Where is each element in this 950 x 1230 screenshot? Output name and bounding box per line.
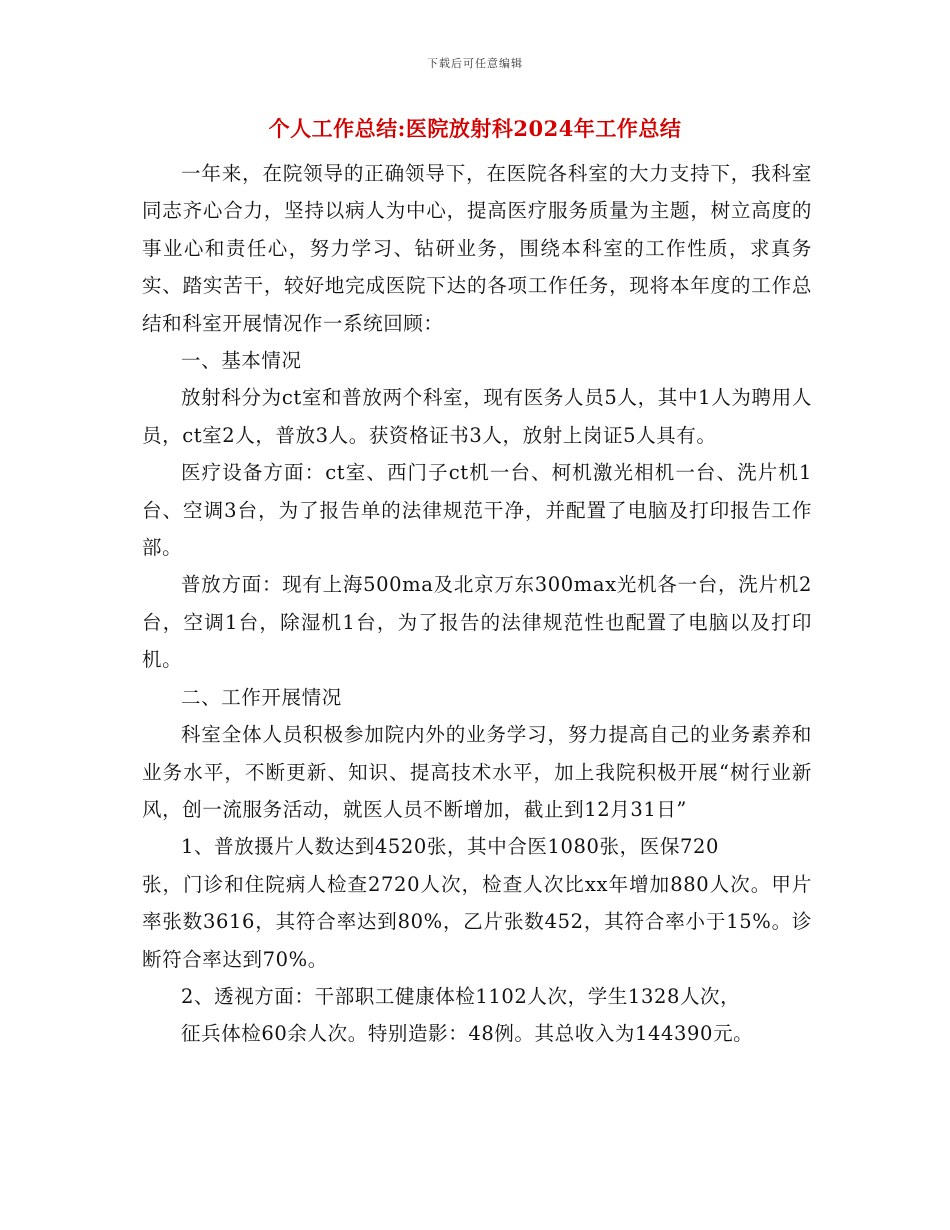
paragraph-equipment-xray: 普放方面：现有上海500ma及北京万东300max光机各一台，洗片机2台，空调1台，除湿机1台，为了报告的法律规范性也配置了电脑以及打印机。: [142, 573, 812, 672]
paragraph-intro: 一年来，在院领导的正确领导下，在医院各科室的大力支持下，我科室同志齐心合力，坚持以病人为中心，提高医疗服务质量为主题，树立高度的事业心和责任心，努力学习、钻研业务，围绕本科室的工作性质，求真务实、踏实苦干，较好地完成医院下达的各项工作任务，现将本年度的工作总结和科室开展情况作一系统回顾：: [142, 162, 812, 335]
paragraph-stats-2-body: 征兵体检60余人次。特别造影：48例。其总收入为144390元。: [181, 1022, 754, 1046]
section-heading-work: 二、工作开展情况: [181, 685, 342, 709]
paragraph-equipment-ct: 医疗设备方面：ct室、西门子ct机一台、柯机激光相机一台、洗片机1台、空调3台，为了报告单的法律规范干净，并配置了电脑及打印报告工作部。: [142, 461, 812, 560]
paragraph-stats-1-lead: 1、普放摄片人数达到4520张，其中合医1080张，医保720: [181, 835, 719, 859]
paragraph-study: 科室全体人员积极参加院内外的业务学习，努力提高自己的业务素养和业务水平，不断更新、知识、提高技术水平，加上我院积极开展“树行业新风，创一流服务活动，就医人员不断增加，截止到12月31日”: [142, 723, 812, 821]
document-body: [142, 155, 812, 1053]
paragraph-departments: 放射科分为ct室和普放两个科室，现有医务人员5人，其中1人为聘用人员，ct室2人，普放3人。获资格证书3人，放射上岗证5人具有。: [142, 386, 812, 447]
document-title: 个人工作总结:医院放射科2024年工作总结: [268, 116, 682, 141]
section-heading-basic: 一、基本情况: [181, 349, 302, 373]
paragraph-stats-1-body: 张，门诊和住院病人检查2720人次，检查人次比xx年增加880人次。甲片率张数3616，其符合率达到80%，乙片张数452，其符合率小于15%。诊断符合率达到70%。: [142, 872, 812, 971]
paragraph-stats-2-lead: 2、透视方面：干部职工健康体检1102人次，学生1328人次，: [181, 984, 741, 1008]
header-note: 下载后可任意编辑: [427, 57, 523, 70]
